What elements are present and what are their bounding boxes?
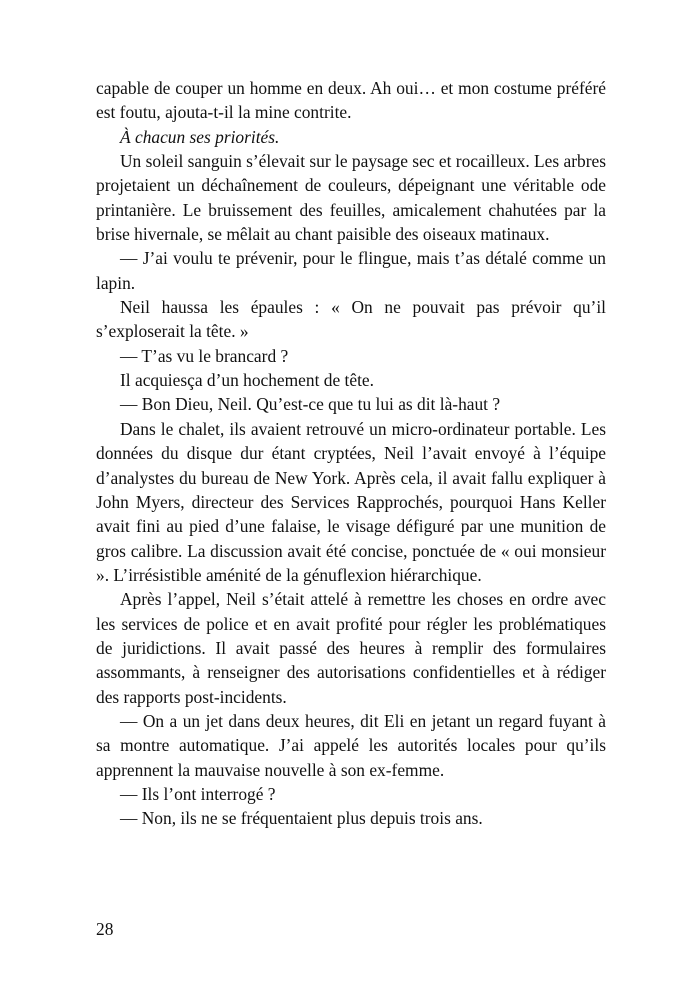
page-number: 28 xyxy=(96,919,114,939)
paragraph-1: capable de couper un homme en deux. Ah oui… et mon costume préféré est foutu, ajouta-t-il la mine contrite. xyxy=(96,78,606,123)
paragraph-9: Dans le chalet, ils avaient retrouvé un micro-ordinateur portable. Les données du disque dur étant cryptées, Neil l’avait envoyé à l’équipe d’analystes du bureau de New York. Après cela, il avait fallu expliquer à John Myers, directeur des Services Rapprochés, pourquoi Hans Keller avait fini au pied d’une falaise, le visage défiguré par une munition de gros calibre. La discussion avait été concise, ponctuée de « oui monsieur ». L’irrésistible aménité de la génuflexion hiérarchique. xyxy=(96,418,606,585)
paragraph-12: — Ils l’ont interrogé ? xyxy=(120,783,276,804)
paragraph-2: À chacun ses priorités. xyxy=(120,126,280,147)
paragraph-5: Neil haussa les épaules : « On ne pouvait pas prévoir qu’il s’exploserait la tête. » xyxy=(96,297,606,342)
paragraph-8: — Bon Dieu, Neil. Qu’est-ce que tu lui as dit là-haut ? xyxy=(120,394,501,415)
body-text xyxy=(96,76,606,831)
paragraph-6: — T’as vu le brancard ? xyxy=(120,345,289,366)
paragraph-4: — J’ai voulu te prévenir, pour le flingue, mais t’as détalé comme un lapin. xyxy=(96,248,606,293)
paragraph-7: Il acquiesça d’un hochement de tête. xyxy=(120,370,374,391)
paragraph-10: Après l’appel, Neil s’était attelé à remettre les choses en ordre avec les services de police et en avait profité pour régler les problématiques de juridictions. Il avait passé des heures à remplir des formulaires assommants, à renseigner des autorisations confidentielles et à rédiger des rapports post-incidents. xyxy=(96,589,606,707)
paragraph-13: — Non, ils ne se fréquentaient plus depuis trois ans. xyxy=(120,808,483,829)
paragraph-3: Un soleil sanguin s’élevait sur le paysage sec et rocailleux. Les arbres projetaient un déchaînement de couleurs, dépeignant une véritable ode printanière. Le bruissement des feuilles, amicalement chahutées par la brise hivernale, se mêlait au chant paisible des oiseaux matinaux. xyxy=(96,151,606,245)
paragraph-11: — On a un jet dans deux heures, dit Eli en jetant un regard fuyant à sa montre automatique. J’ai appelé les autorités locales pour qu’ils apprennent la mauvaise nouvelle à son ex-femme. xyxy=(96,710,606,780)
